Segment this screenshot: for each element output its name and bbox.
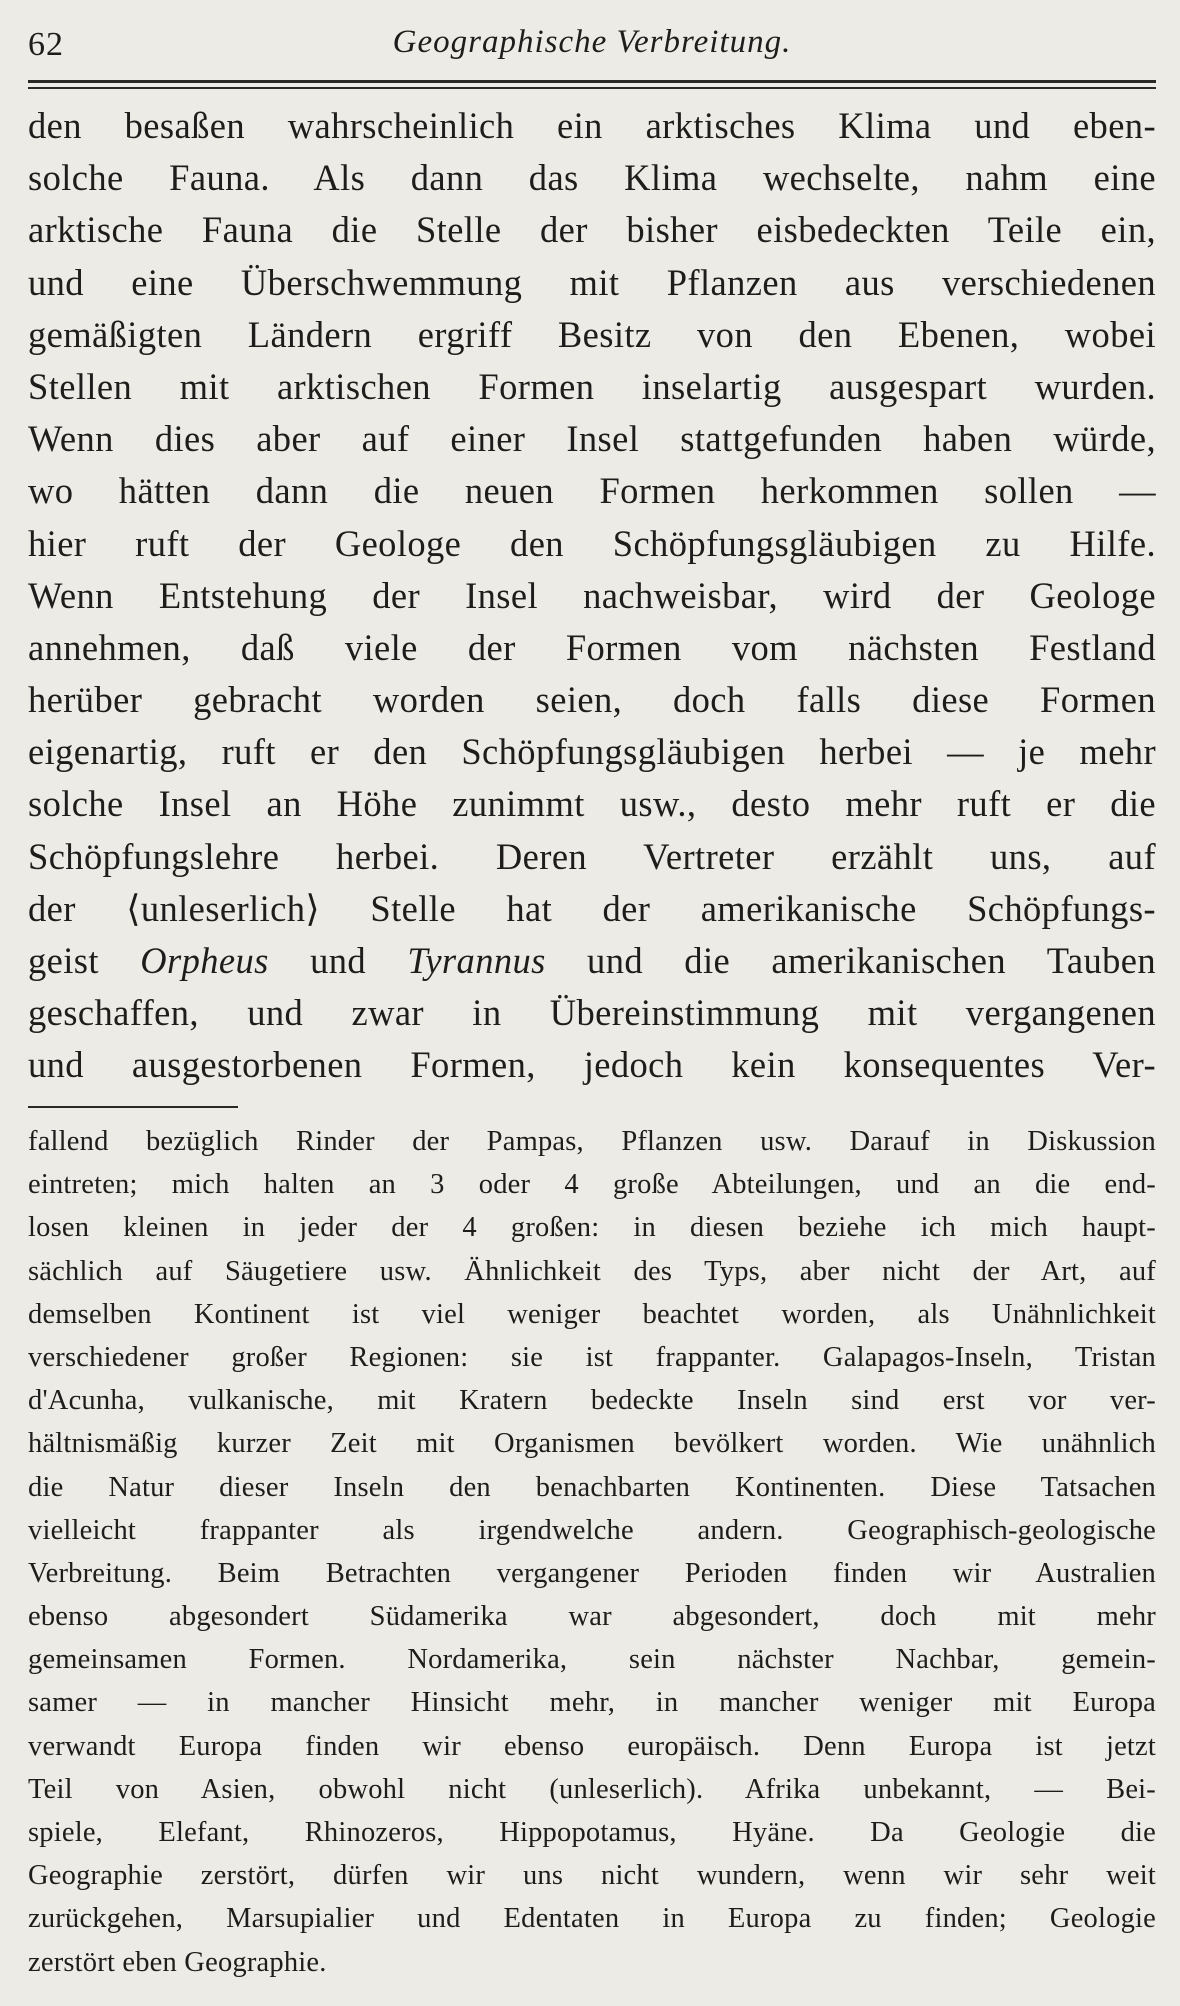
footnote-line: sächlich auf Säugetiere usw. Ähnlichkeit des Typs, aber nicht der Art, auf	[28, 1255, 1156, 1287]
footnote-line: demselben Kontinent ist viel weniger beachtet worden, als Unähnlichkeit	[28, 1298, 1156, 1330]
body-line-with-italics	[28, 935, 1156, 987]
body-text-segment: geist	[28, 940, 141, 981]
footnote-line: losen kleinen in jeder der 4 großen: in diesen beziehe ich mich haupt-	[28, 1212, 1156, 1244]
body-line: Stellen mit arktischen Formen inselartig ausgespart wurden.	[28, 365, 1156, 407]
footnote-line: gemeinsamen Formen. Nordamerika, sein nächster Nachbar, gemein-	[28, 1644, 1156, 1676]
header-rule-thin	[28, 87, 1156, 89]
book-page	[28, 0, 1156, 2006]
footnote-line: zerstört eben Geographie.	[28, 1946, 327, 1978]
running-title: Geographische Verbreitung.	[392, 24, 792, 60]
body-line: den besaßen wahrscheinlich ein arktisches Klima und eben-	[28, 105, 1156, 146]
footnote-line: Geographie zerstört, dürfen wir uns nicht wundern, wenn wir sehr weit	[28, 1860, 1156, 1892]
body-line: herüber gebracht worden seien, doch falls diese Formen	[28, 679, 1156, 721]
footnote-line: vielleicht frappanter als irgendwelche andern. Geographisch-geologische	[28, 1514, 1156, 1546]
footnote-line: Teil von Asien, obwohl nicht (unleserlich). Afrika unbekannt, — Bei-	[28, 1773, 1156, 1805]
footnote-line: zurückgehen, Marsupialier und Edentaten in Europa zu finden; Geologie	[28, 1903, 1156, 1935]
page-number: 62	[28, 26, 64, 63]
body-line: Wenn Entstehung der Insel nachweisbar, wird der Geologe	[28, 574, 1156, 616]
body-line: solche Fauna. Als dann das Klima wechselte, nahm eine	[28, 157, 1156, 199]
body-line: und ausgestorbenen Formen, jedoch kein konsequentes Ver-	[28, 1044, 1156, 1086]
footnote-line: samer — in mancher Hinsicht mehr, in mancher weniger mit Europa	[28, 1687, 1156, 1719]
body-line: hier ruft der Geologe den Schöpfungsgläubigen zu Hilfe.	[28, 522, 1156, 564]
body-line: Wenn dies aber auf einer Insel stattgefunden haben würde,	[28, 418, 1156, 460]
footnote-line: d'Acunha, vulkanische, mit Kratern bedeckte Inseln sind erst vor ver-	[28, 1385, 1156, 1417]
footnote-line: eintreten; mich halten an 3 oder 4 große Abteilungen, und an die end-	[28, 1169, 1156, 1201]
footnote-line: hältnismäßig kurzer Zeit mit Organismen bevölkert worden. Wie unähnlich	[28, 1428, 1156, 1460]
footnote-line: fallend bezüglich Rinder der Pampas, Pflanzen usw. Darauf in Diskussion	[28, 1126, 1156, 1157]
body-line: und eine Überschwemmung mit Pflanzen aus verschiedenen	[28, 261, 1156, 303]
page-header	[28, 20, 1156, 76]
main-body-text	[28, 100, 1156, 1092]
body-line: Schöpfungslehre herbei. Deren Vertreter erzählt uns, auf	[28, 835, 1156, 877]
body-line: eigenartig, ruft er den Schöpfungsgläubigen herbei — je mehr	[28, 731, 1156, 773]
body-line: solche Insel an Höhe zunimmt usw., desto mehr ruft er die	[28, 783, 1156, 825]
body-line: der ⟨unleserlich⟩ Stelle hat der amerikanische Schöpfungs-	[28, 887, 1156, 929]
body-text-segment: und die amerikanischen Tauben	[545, 940, 1156, 981]
italic-term-orpheus: Orpheus	[140, 940, 269, 981]
footnote-separator	[28, 1106, 238, 1108]
footnote-line: verwandt Europa finden wir ebenso europäisch. Denn Europa ist jetzt	[28, 1730, 1156, 1762]
body-line: wo hätten dann die neuen Formen herkommen sollen —	[28, 470, 1156, 512]
footnote-line: ebenso abgesondert Südamerika war abgesondert, doch mit mehr	[28, 1601, 1156, 1633]
body-line: annehmen, daß viele der Formen vom nächsten Festland	[28, 626, 1156, 668]
italic-term-tyrannus: Tyrannus	[407, 940, 546, 981]
footnote-line: Verbreitung. Beim Betrachten vergangener Perioden finden wir Australien	[28, 1557, 1156, 1589]
footnote-line: spiele, Elefant, Rhinozeros, Hippopotamus, Hyäne. Da Geologie die	[28, 1817, 1156, 1848]
header-rule-thick	[28, 80, 1156, 83]
body-line: arktische Fauna die Stelle der bisher eisbedeckten Teile ein,	[28, 209, 1156, 251]
footnote-line: verschiedener großer Regionen: sie ist frappanter. Galapagos-Inseln, Tristan	[28, 1341, 1156, 1373]
footnote-line: die Natur dieser Inseln den benachbarten Kontinenten. Diese Tatsachen	[28, 1471, 1156, 1503]
footnote-text	[28, 1120, 1156, 1984]
body-line: geschaffen, und zwar in Übereinstimmung mit vergangenen	[28, 992, 1156, 1034]
body-line: gemäßigten Ländern ergriff Besitz von den Ebenen, wobei	[28, 313, 1156, 355]
body-text-segment: und	[268, 940, 408, 981]
